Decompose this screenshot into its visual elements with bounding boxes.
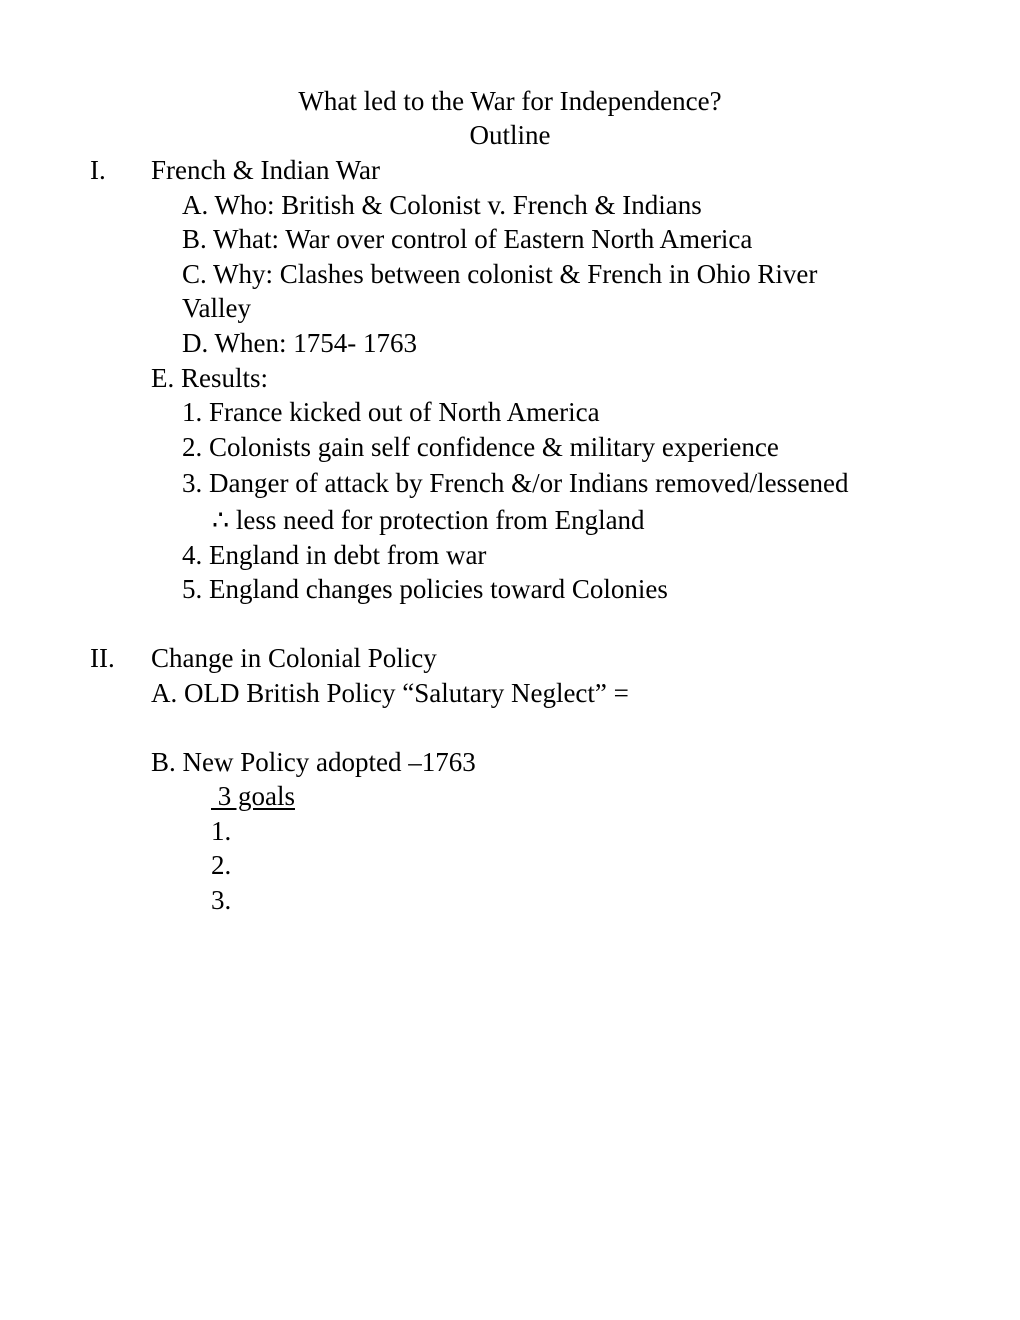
section-1-heading: French & Indian War xyxy=(151,155,381,185)
section-2-item-b: B. New Policy adopted –1763 xyxy=(151,747,476,777)
goals-label: 3 goals xyxy=(211,781,295,811)
goal-1: 1. xyxy=(211,816,232,846)
goal-2: 2. xyxy=(211,850,232,880)
result-4: 4. England in debt from war xyxy=(182,540,487,570)
result-3-consequence: ∴ less need for protection from England xyxy=(212,505,645,535)
section-1-item-b: B. What: War over control of Eastern North America xyxy=(182,224,753,254)
section-1-item-c: C. Why: Clashes between colonist & French in Ohio River xyxy=(182,259,818,289)
section-2-heading: Change in Colonial Policy xyxy=(151,643,437,673)
section-1-numeral: I. xyxy=(90,155,106,185)
document-subtitle: Outline xyxy=(469,120,551,150)
section-1-item-d: D. When: 1754- 1763 xyxy=(182,328,417,358)
section-1-item-c-continued: Valley xyxy=(182,293,251,323)
document-title: What led to the War for Independence? xyxy=(298,86,722,116)
goal-3: 3. xyxy=(211,885,232,915)
section-2-numeral: II. xyxy=(90,643,115,673)
section-1-item-e: E. Results: xyxy=(151,363,269,393)
section-2-item-a: A. OLD British Policy “Salutary Neglect” = xyxy=(151,678,629,708)
result-2: 2. Colonists gain self confidence & military experience xyxy=(182,432,779,462)
result-3: 3. Danger of attack by French &/or Indians removed/lessened xyxy=(182,468,849,498)
section-1-item-a: A. Who: British & Colonist v. French & Indians xyxy=(182,190,702,220)
result-1: 1. France kicked out of North America xyxy=(182,397,600,427)
result-5: 5. England changes policies toward Colonies xyxy=(182,574,668,604)
